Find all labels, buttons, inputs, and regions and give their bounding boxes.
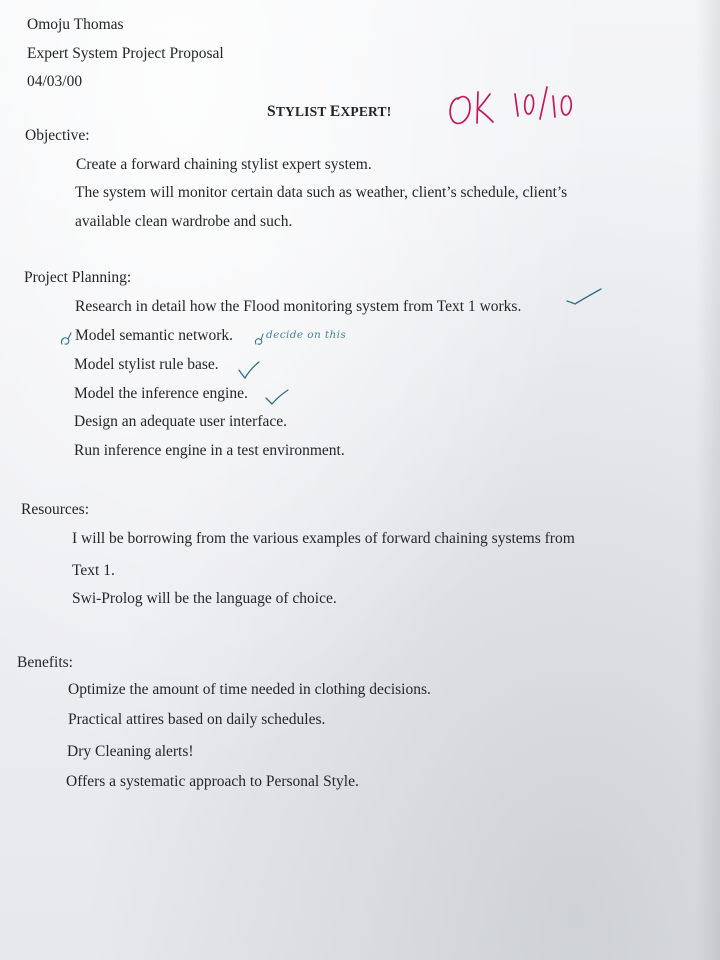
planning-line: Model stylist rule base.	[74, 356, 219, 373]
grade-digit-1a	[515, 94, 518, 116]
grade-digit-1b	[553, 96, 555, 117]
page-title	[267, 103, 391, 121]
author-name: Omoju Thomas	[27, 16, 124, 33]
margin-note: decide on this	[266, 329, 347, 341]
planning-line: Run inference engine in a test environment.	[74, 442, 345, 459]
title-initial-s: S	[267, 103, 276, 120]
planning-line: Research in detail how the Flood monitoring system from Text 1 works.	[75, 298, 522, 315]
grade-mark	[444, 82, 579, 130]
section-heading-benefits: Benefits:	[17, 654, 73, 671]
benefits-line: Offers a systematic approach to Personal Style.	[66, 773, 359, 790]
objective-line: The system will monitor certain data such as weather, client’s schedule, client’s	[75, 184, 568, 201]
grade-digit-0b	[561, 96, 571, 115]
grade-digit-0a	[525, 95, 534, 114]
section-heading-objective: Objective:	[25, 127, 90, 144]
checkmark-icon	[565, 285, 605, 307]
checkmark-icon	[237, 360, 261, 380]
margin-annotation-icon	[253, 332, 265, 346]
resources-line: Text 1.	[72, 562, 115, 579]
planning-line: Design an adequate user interface.	[74, 413, 288, 430]
objective-line: Create a forward chaining stylist expert system.	[76, 156, 372, 173]
grade-letter-o	[450, 97, 470, 124]
checkmark-icon	[264, 388, 290, 406]
document-subtitle: Expert System Project Proposal	[27, 45, 224, 62]
title-rest-2: XPERT!	[340, 104, 392, 119]
document-date: 04/03/00	[27, 73, 83, 90]
grade-letter-k-stem	[477, 92, 478, 123]
resources-line: I will be borrowing from the various examples of forward chaining systems from	[72, 530, 575, 547]
benefits-line: Optimize the amount of time needed in clothing decisions.	[68, 681, 431, 698]
benefits-line: Practical attires based on daily schedules.	[68, 711, 326, 728]
grade-letter-k-arms	[478, 94, 493, 122]
grade-slash	[540, 87, 547, 119]
planning-line: Model the inference engine.	[74, 385, 248, 402]
planning-line: Model semantic network.	[75, 327, 233, 344]
objective-line: available clean wardrobe and such.	[75, 213, 293, 230]
page-edge-shadow	[696, 0, 720, 960]
title-initial-e: E	[329, 103, 341, 120]
margin-annotation-icon	[59, 331, 73, 347]
resources-line: Swi-Prolog will be the language of choice.	[72, 590, 337, 607]
section-heading-resources: Resources:	[21, 501, 90, 518]
section-heading-planning: Project Planning:	[24, 269, 132, 286]
title-rest-1: TYLIST	[275, 104, 327, 119]
benefits-line: Dry Cleaning alerts!	[67, 743, 194, 760]
